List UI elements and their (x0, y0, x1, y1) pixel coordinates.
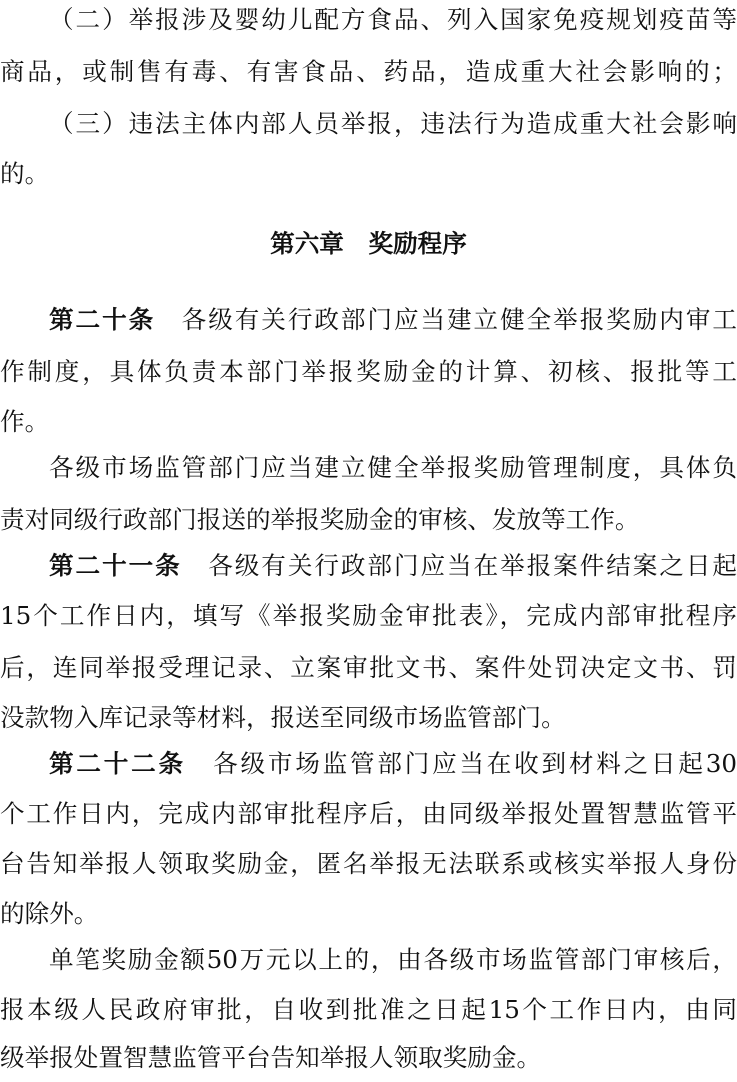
paragraph-line: 后，连同举报受理记录、立案审批文书、案件处罚决定文书、罚 (0, 653, 737, 682)
paragraph-line: 作制度，具体负责本部门举报奖励金的计算、初核、报批等工 (0, 357, 737, 386)
paragraph-line: 单笔奖励金额50万元以上的，由各级市场监管部门审核后， (49, 945, 737, 974)
paragraph-line: 作。 (0, 407, 50, 436)
paragraph-line: 责对同级行政部门报送的举报奖励金的审核、发放等工作。 (0, 505, 640, 534)
article-line (0, 548, 737, 584)
paragraph-line: 个工作日内，完成内部审批程序后，由同级举报处置智慧监管平 (0, 799, 737, 828)
paragraph-line: 报本级人民政府审批，自收到批准之日起15个工作日内，由同 (0, 995, 737, 1024)
chapter-heading: 第六章 奖励程序 (270, 229, 467, 258)
paragraph-line: 的除外。 (0, 899, 99, 928)
article-line (0, 746, 737, 782)
paragraph-line: （二）举报涉及婴幼儿配方食品、列入国家免疫规划疫苗等 (49, 5, 737, 34)
article-number: 第二十一条 (49, 551, 182, 580)
paragraph-line: 15个工作日内，填写《举报奖励金审批表》，完成内部审批程序 (0, 601, 737, 630)
paragraph-line: 商品，或制售有毒、有害食品、药品，造成重大社会影响的； (0, 57, 737, 86)
paragraph-line: 没款物入库记录等材料，报送至同级市场监管部门。 (0, 703, 566, 732)
paragraph-line: 的。 (0, 159, 50, 188)
paragraph-line: 级举报处置智慧监管平台告知举报人领取奖励金。 (0, 1043, 542, 1072)
article-text: 各级有关行政部门应当建立健全举报奖励内审工 (155, 305, 737, 334)
article-number: 第二十二条 (49, 749, 186, 778)
paragraph-line: （三）违法主体内部人员举报，违法行为造成重大社会影响 (49, 109, 737, 138)
article-text: 各级市场监管部门应当在收到材料之日起30 (185, 749, 737, 778)
paragraph-line: 各级市场监管部门应当建立健全举报奖励管理制度，具体负 (49, 453, 737, 482)
article-number: 第二十条 (49, 305, 156, 334)
article-text: 各级有关行政部门应当在举报案件结案之日起 (181, 551, 737, 580)
paragraph-line: 台告知举报人领取奖励金，匿名举报无法联系或核实举报人身份 (0, 849, 737, 878)
article-line (0, 302, 737, 338)
